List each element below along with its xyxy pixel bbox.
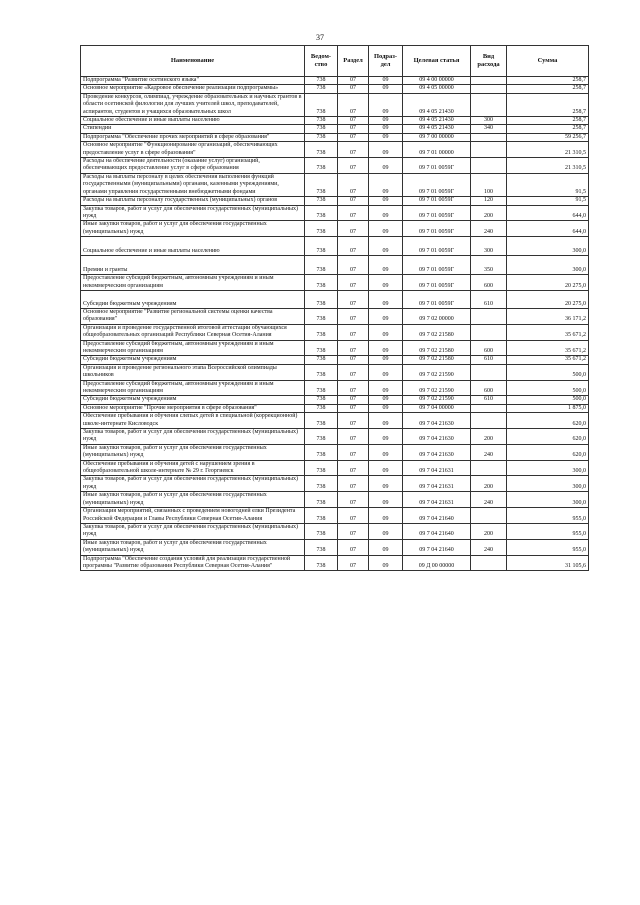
table-row [81,508,589,524]
cell-vedomstvo: 738 [305,380,338,396]
cell-cel-statya: 09 7 02 21580 [403,340,471,356]
cell-cel-statya: 09 4 00 00000 [403,77,471,85]
table-row [81,133,589,141]
cell-podrazdel: 09 [369,476,403,492]
cell-podrazdel: 09 [369,197,403,205]
cell-podrazdel: 09 [369,404,403,412]
table-row [81,173,589,196]
cell-vid-rashoda: 300 [471,237,507,256]
cell-podrazdel: 09 [369,380,403,396]
cell-name: Расходы на обеспечение деятельности (оказание услуг) организаций, обеспечивающих предоставление услуг в сфере образования [81,158,305,174]
cell-razdel: 07 [338,476,369,492]
table-row [81,356,589,364]
header-podrazdel: Подраз-дел [369,46,403,77]
cell-razdel: 07 [338,492,369,508]
header-cel-statya: Целевая статья [403,46,471,77]
cell-name: Закупка товаров, работ и услуг для обеспечения государственных (муниципальных) нужд [81,476,305,492]
cell-cel-statya: 09 7 01 0059Г [403,237,471,256]
cell-vid-rashoda: 610 [471,396,507,404]
cell-vedomstvo: 738 [305,396,338,404]
table-row [81,290,589,308]
table-row [81,85,589,93]
cell-cel-statya: 09 7 04 00000 [403,404,471,412]
cell-summa: 20 275,0 [507,290,589,308]
cell-razdel: 07 [338,523,369,539]
cell-podrazdel: 09 [369,523,403,539]
cell-podrazdel: 09 [369,364,403,380]
cell-razdel: 07 [338,237,369,256]
table-row [81,340,589,356]
cell-name: Проведение конкурсов, олимпиад, учреждение образовательных и научных грантов в области осетинской филологии для лучших учителей школ, преподавателей, аспирантов, студентов и учащихся образовательных школ [81,93,305,116]
cell-summa: 1 875,0 [507,404,589,412]
cell-cel-statya: 09 7 04 21630 [403,429,471,445]
cell-razdel: 07 [338,133,369,141]
table-row [81,523,589,539]
cell-name: Основное мероприятие «Кадровое обеспечение реализации подпрограммы» [81,85,305,93]
cell-cel-statya: 09 7 02 21590 [403,364,471,380]
cell-podrazdel: 09 [369,85,403,93]
cell-summa: 21 310,5 [507,158,589,174]
cell-vid-rashoda [471,324,507,340]
table-row [81,324,589,340]
page-number: 37 [316,33,324,42]
cell-razdel: 07 [338,555,369,571]
cell-razdel: 07 [338,85,369,93]
cell-podrazdel: 09 [369,396,403,404]
cell-podrazdel: 09 [369,77,403,85]
cell-razdel: 07 [338,197,369,205]
cell-summa: 35 671,2 [507,324,589,340]
cell-razdel: 07 [338,290,369,308]
cell-razdel: 07 [338,404,369,412]
cell-summa: 300,0 [507,476,589,492]
cell-summa: 258,7 [507,117,589,125]
cell-summa: 21 310,5 [507,142,589,158]
cell-name: Закупка товаров, работ и услуг для обеспечения государственных (муниципальных) нужд [81,429,305,445]
cell-summa: 300,0 [507,460,589,476]
cell-summa: 36 171,2 [507,308,589,324]
cell-vid-rashoda [471,93,507,116]
cell-podrazdel: 09 [369,539,403,555]
cell-vid-rashoda: 200 [471,429,507,445]
cell-vid-rashoda: 240 [471,539,507,555]
table-row [81,275,589,291]
cell-vid-rashoda: 120 [471,197,507,205]
cell-vid-rashoda: 240 [471,444,507,460]
cell-summa: 644,0 [507,221,589,237]
cell-name: Социальное обеспечение и иные выплаты населению [81,237,305,256]
table-row [81,158,589,174]
cell-name: Закупка товаров, работ и услуг для обеспечения государственных (муниципальных) нужд [81,205,305,221]
cell-summa: 59 256,7 [507,133,589,141]
table-row [81,308,589,324]
cell-name: Субсидии бюджетным учреждениям [81,356,305,364]
cell-razdel: 07 [338,413,369,429]
cell-podrazdel: 09 [369,429,403,445]
cell-vid-rashoda: 300 [471,117,507,125]
cell-summa: 620,0 [507,413,589,429]
table-row [81,142,589,158]
cell-summa: 258,7 [507,85,589,93]
cell-podrazdel: 09 [369,237,403,256]
cell-summa: 500,0 [507,380,589,396]
cell-vedomstvo: 738 [305,125,338,133]
cell-vid-rashoda: 240 [471,221,507,237]
cell-razdel: 07 [338,444,369,460]
cell-podrazdel: 09 [369,256,403,275]
cell-vid-rashoda: 200 [471,523,507,539]
cell-razdel: 07 [338,364,369,380]
cell-cel-statya: 09 4 05 00000 [403,85,471,93]
cell-vid-rashoda: 340 [471,125,507,133]
cell-vid-rashoda: 600 [471,380,507,396]
cell-cel-statya: 09 7 02 21590 [403,396,471,404]
table-row [81,444,589,460]
cell-podrazdel: 09 [369,413,403,429]
cell-razdel: 07 [338,142,369,158]
cell-vedomstvo: 738 [305,476,338,492]
cell-cel-statya: 09 7 04 21631 [403,492,471,508]
cell-summa: 91,5 [507,197,589,205]
cell-cel-statya: 09 4 05 21430 [403,125,471,133]
cell-vedomstvo: 738 [305,221,338,237]
cell-vedomstvo: 738 [305,523,338,539]
cell-vedomstvo: 738 [305,508,338,524]
cell-name: Предоставление субсидий бюджетным, автономным учреждениям и иным некоммерческим организациям [81,340,305,356]
cell-cel-statya: 09 7 01 0059Г [403,197,471,205]
cell-cel-statya: 09 7 01 0059Г [403,290,471,308]
cell-cel-statya: 09 7 02 21590 [403,380,471,396]
cell-cel-statya: 09 7 01 0059Г [403,205,471,221]
cell-summa: 620,0 [507,429,589,445]
cell-name: Организация и проведение государственной итоговой аттестации обучающихся общеобразовательных организаций Республики Северная Осетия-Алания [81,324,305,340]
cell-podrazdel: 09 [369,125,403,133]
cell-vedomstvo: 738 [305,85,338,93]
cell-cel-statya: 09 7 04 21640 [403,523,471,539]
cell-podrazdel: 09 [369,308,403,324]
cell-summa: 955,0 [507,523,589,539]
cell-razdel: 07 [338,356,369,364]
table-row [81,197,589,205]
cell-name: Расходы на выплаты персоналу государственных (муниципальных) органов [81,197,305,205]
cell-cel-statya: 09 4 05 21430 [403,93,471,116]
cell-summa: 620,0 [507,444,589,460]
header-name: Наименование [81,46,305,77]
cell-vedomstvo: 738 [305,539,338,555]
cell-podrazdel: 09 [369,142,403,158]
cell-razdel: 07 [338,125,369,133]
cell-vid-rashoda [471,158,507,174]
cell-summa: 91,5 [507,173,589,196]
cell-cel-statya: 09 7 01 0059Г [403,221,471,237]
cell-cel-statya: 09 7 01 0059Г [403,275,471,291]
table-body [81,77,589,571]
cell-vedomstvo: 738 [305,158,338,174]
cell-vedomstvo: 738 [305,324,338,340]
cell-summa: 20 275,0 [507,275,589,291]
cell-vid-rashoda: 350 [471,256,507,275]
table-row [81,256,589,275]
cell-vedomstvo: 738 [305,77,338,85]
cell-summa: 35 671,2 [507,356,589,364]
cell-vedomstvo: 738 [305,256,338,275]
cell-cel-statya: 09 7 01 0059Г [403,158,471,174]
cell-razdel: 07 [338,173,369,196]
cell-cel-statya: 09 7 02 00000 [403,308,471,324]
table-row [81,125,589,133]
cell-name: Обеспечение пребывания и обучения слепых детей в специальной (коррекционной) школе-интернате Кисловодск [81,413,305,429]
cell-vedomstvo: 738 [305,492,338,508]
cell-vid-rashoda [471,308,507,324]
cell-summa: 31 105,6 [507,555,589,571]
cell-name: Организация и проведение регионального этапа Всероссийской олимпиады школьников [81,364,305,380]
header-summa: Сумма [507,46,589,77]
cell-vedomstvo: 738 [305,356,338,364]
cell-summa: 644,0 [507,205,589,221]
cell-podrazdel: 09 [369,158,403,174]
cell-vid-rashoda [471,133,507,141]
cell-cel-statya: 09 7 04 21631 [403,460,471,476]
cell-name: Расходы на выплаты персоналу в целях обеспечения выполнения функций государственными (муниципальными) органами, казенными учреждениями, органами управления государственными внебюджетными фондами [81,173,305,196]
cell-name: Субсидии бюджетным учреждениям [81,290,305,308]
cell-cel-statya: 09 7 04 21630 [403,413,471,429]
cell-name: Подпрограмма "Развитие осетинского языка" [81,77,305,85]
cell-name: Иные закупки товаров, работ и услуг для обеспечения государственных (муниципальных) нужд [81,444,305,460]
cell-summa: 300,0 [507,492,589,508]
cell-vid-rashoda: 240 [471,492,507,508]
cell-podrazdel: 09 [369,205,403,221]
table-row [81,396,589,404]
cell-podrazdel: 09 [369,133,403,141]
cell-razdel: 07 [338,429,369,445]
table-row [81,380,589,396]
cell-vedomstvo: 738 [305,444,338,460]
cell-vedomstvo: 738 [305,117,338,125]
cell-razdel: 07 [338,539,369,555]
cell-name: Основное мероприятие "Прочие мероприятия в сфере образования" [81,404,305,412]
cell-razdel: 07 [338,77,369,85]
cell-razdel: 07 [338,396,369,404]
cell-podrazdel: 09 [369,93,403,116]
cell-podrazdel: 09 [369,460,403,476]
header-vid-rashoda: Вид расхода [471,46,507,77]
cell-razdel: 07 [338,308,369,324]
cell-vid-rashoda [471,508,507,524]
cell-podrazdel: 09 [369,555,403,571]
cell-name: Предоставление субсидий бюджетным, автономным учреждениям и иным некоммерческим организациям [81,380,305,396]
cell-vid-rashoda: 600 [471,275,507,291]
cell-razdel: 07 [338,324,369,340]
cell-razdel: 07 [338,508,369,524]
cell-name: Основное мероприятие "Функционирование организаций, обеспечивающих предоставление услуг в сфере образования" [81,142,305,158]
cell-razdel: 07 [338,158,369,174]
cell-cel-statya: 09 Д 00 00000 [403,555,471,571]
cell-vid-rashoda: 200 [471,476,507,492]
cell-name: Предоставление субсидий бюджетным, автономным учреждениям и иным некоммерческим организациям [81,275,305,291]
cell-cel-statya: 09 7 02 21580 [403,356,471,364]
cell-cel-statya: 09 7 02 21580 [403,324,471,340]
cell-cel-statya: 09 7 01 00000 [403,142,471,158]
cell-cel-statya: 09 7 04 21640 [403,508,471,524]
cell-vedomstvo: 738 [305,308,338,324]
cell-summa: 500,0 [507,364,589,380]
cell-name: Иные закупки товаров, работ и услуг для обеспечения государственных (муниципальных) нужд [81,221,305,237]
cell-vedomstvo: 738 [305,404,338,412]
cell-vedomstvo: 738 [305,205,338,221]
cell-name: Подпрограмма "Обеспечение прочих мероприятий в сфере образования" [81,133,305,141]
cell-razdel: 07 [338,221,369,237]
cell-vedomstvo: 738 [305,133,338,141]
cell-summa: 258,7 [507,125,589,133]
cell-razdel: 07 [338,275,369,291]
cell-vedomstvo: 738 [305,173,338,196]
cell-razdel: 07 [338,117,369,125]
cell-summa: 955,0 [507,539,589,555]
cell-name: Субсидии бюджетным учреждениям [81,396,305,404]
cell-podrazdel: 09 [369,221,403,237]
cell-name: Организация мероприятий, связанных с проведением новогодней елки Президента Российской Федерации и Главы Республики Северная Осетия-Алания [81,508,305,524]
cell-podrazdel: 09 [369,492,403,508]
table-row [81,429,589,445]
table-row [81,476,589,492]
cell-vedomstvo: 738 [305,142,338,158]
cell-name: Основное мероприятие "Развитие региональной системы оценки качества образования" [81,308,305,324]
table-row [81,555,589,571]
cell-name: Закупка товаров, работ и услуг для обеспечения государственных (муниципальных) нужд [81,523,305,539]
cell-razdel: 07 [338,205,369,221]
cell-cel-statya: 09 7 04 21630 [403,444,471,460]
cell-vedomstvo: 738 [305,197,338,205]
cell-razdel: 07 [338,93,369,116]
cell-vid-rashoda: 610 [471,290,507,308]
cell-vid-rashoda [471,364,507,380]
cell-vid-rashoda [471,77,507,85]
cell-vid-rashoda [471,460,507,476]
table-row [81,93,589,116]
cell-cel-statya: 09 7 04 21631 [403,476,471,492]
cell-vid-rashoda: 100 [471,173,507,196]
table-row [81,413,589,429]
cell-vid-rashoda [471,555,507,571]
table-row [81,404,589,412]
table-header-row [81,46,589,77]
cell-summa: 955,0 [507,508,589,524]
header-razdel: Раздел [338,46,369,77]
cell-name: Иные закупки товаров, работ и услуг для обеспечения государственных (муниципальных) нужд [81,539,305,555]
cell-podrazdel: 09 [369,508,403,524]
table-row [81,492,589,508]
cell-podrazdel: 09 [369,324,403,340]
cell-razdel: 07 [338,340,369,356]
cell-name: Подпрограмма "Обеспечение создания условий для реализации государственной программы "Развитие образования Республики Северная Осетия-Алания" [81,555,305,571]
cell-vid-rashoda [471,85,507,93]
table-row [81,205,589,221]
cell-cel-statya: 09 7 01 0059Г [403,256,471,275]
cell-podrazdel: 09 [369,340,403,356]
cell-vedomstvo: 738 [305,555,338,571]
cell-vedomstvo: 738 [305,275,338,291]
cell-name: Социальное обеспечение и иные выплаты населению [81,117,305,125]
cell-podrazdel: 09 [369,173,403,196]
cell-summa: 300,0 [507,237,589,256]
cell-cel-statya: 09 7 01 0059Г [403,173,471,196]
cell-summa: 35 671,2 [507,340,589,356]
table-row [81,221,589,237]
cell-name: Премии и гранты [81,256,305,275]
table-row [81,539,589,555]
cell-vedomstvo: 738 [305,413,338,429]
cell-cel-statya: 09 4 05 21430 [403,117,471,125]
cell-podrazdel: 09 [369,444,403,460]
cell-name: Стипендии [81,125,305,133]
cell-podrazdel: 09 [369,117,403,125]
cell-podrazdel: 09 [369,290,403,308]
cell-razdel: 07 [338,460,369,476]
cell-name: Обеспечение пребывания и обучения детей с нарушением зрения в общеобразовательной школе-интернате № 29 г. Георгиевск [81,460,305,476]
cell-vid-rashoda: 610 [471,356,507,364]
cell-vid-rashoda [471,142,507,158]
cell-name: Иные закупки товаров, работ и услуг для обеспечения государственных (муниципальных) нужд [81,492,305,508]
header-vedomstvo: Ведом-ство [305,46,338,77]
table-row [81,460,589,476]
cell-vedomstvo: 738 [305,237,338,256]
budget-table [80,45,589,571]
table-row [81,237,589,256]
table-row [81,77,589,85]
cell-vedomstvo: 738 [305,460,338,476]
cell-vedomstvo: 738 [305,290,338,308]
cell-summa: 300,0 [507,256,589,275]
cell-podrazdel: 09 [369,356,403,364]
cell-vedomstvo: 738 [305,93,338,116]
cell-vid-rashoda [471,404,507,412]
cell-vedomstvo: 738 [305,364,338,380]
cell-summa: 258,7 [507,77,589,85]
cell-summa: 500,0 [507,396,589,404]
cell-summa: 258,7 [507,93,589,116]
cell-vid-rashoda: 200 [471,205,507,221]
table-row [81,364,589,380]
cell-razdel: 07 [338,380,369,396]
cell-cel-statya: 09 7 00 00000 [403,133,471,141]
cell-vid-rashoda [471,413,507,429]
cell-razdel: 07 [338,256,369,275]
cell-vedomstvo: 738 [305,429,338,445]
cell-vedomstvo: 738 [305,340,338,356]
table-row [81,117,589,125]
cell-vid-rashoda: 600 [471,340,507,356]
cell-podrazdel: 09 [369,275,403,291]
cell-cel-statya: 09 7 04 21640 [403,539,471,555]
